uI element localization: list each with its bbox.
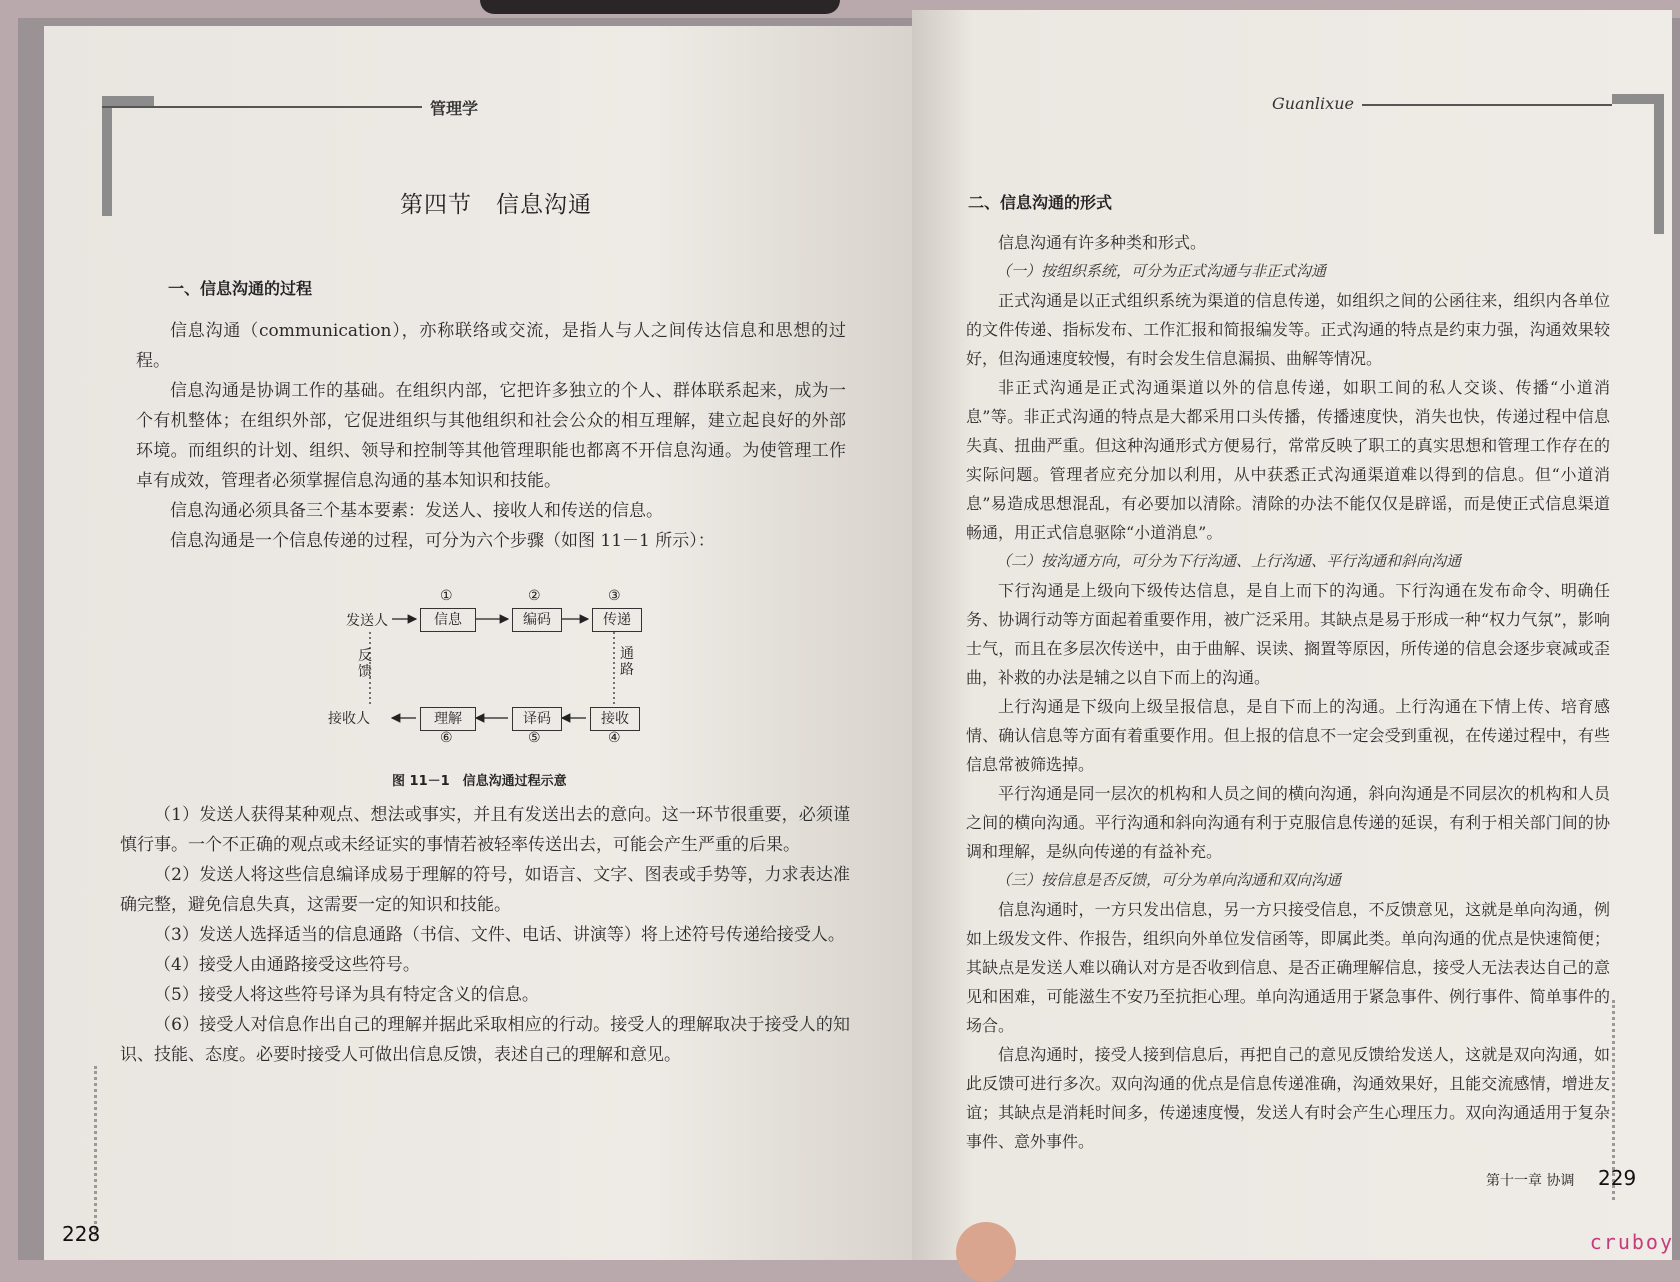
left-header-rule [102,106,422,108]
step-item: （1）发送人获得某种观点、想法或事实，并且有发送出去的意向。这一环节很重要，必须谨慎行事。一个不正确的观点或未经证实的事情若被轻率传送出去，可能会产生严重的后果。 [120,805,850,855]
diagram-feedback-label: 反馈 [358,648,372,680]
paragraph: 平行沟通是同一层次的机构和人员之间的横向沟通，斜向沟通是不同层次的机构和人员之间的横向沟通。平行沟通和斜向沟通有利于克服信息传递的延误，有利于相关部门间的协调和理解，是纵向传递的有益补充。 [966,784,1610,861]
left-margin-dots [94,1066,101,1236]
left-running-head: 管理学 [430,99,479,118]
diagram-num-5: ⑤ [528,730,541,746]
right-page-number: 229 [1598,1166,1637,1190]
top-dark-object [480,0,840,14]
finger [956,1222,1016,1282]
diagram-box-receive: 接收 [590,707,640,731]
diagram-receiver-label: 接收人 [328,711,370,727]
subheading: （二）按沟通方向，可分为下行沟通、上行沟通、平行沟通和斜向沟通 [996,552,1462,570]
section-title: 第四节 信息沟通 [400,192,592,218]
watermark: cruboy [1589,1230,1674,1254]
paragraph: 非正式沟通是正式沟通渠道以外的信息传递，如职工间的私人交谈、传播“小道消息”等。非正式沟通的特点是大都采用口头传播，传播速度快，消失也快，传递过程中信息失真、扭曲严重。但这种沟通形式方便易行，常常反映了职工的真实思想和管理工作存在的实际问题。管理者应充分加以利用，从中获悉正式沟通渠道难以得到的信息。但“小道消息”易造成思想混乱，有必要加以清除。清除的办法不能仅仅是辟谣，而是使正式信息渠道畅通，用正式信息驱除“小道消息”。 [966,378,1610,542]
step-item: （5）接受人将这些符号译为具有特定含义的信息。 [154,985,539,1005]
paragraph: 信息沟通是协调工作的基础。在组织内部，它把许多独立的个人、群体联系起来，成为一个有机整体；在组织外部，它促进组织与其他组织和社会公众的相互理解，建立起良好的外部环境。而组织的计划、组织、领导和控制等其他管理职能也都离不开信息沟通。为使管理工作卓有成效，管理者必须掌握信息沟通的基本知识和技能。 [136,381,846,491]
communication-process-diagram [328,588,656,748]
paragraph: 信息沟通有许多种类和形式。 [998,233,1207,252]
chapter-label: 第十一章 [1486,1173,1542,1189]
left-header-block [102,96,112,216]
diagram-num-4: ④ [608,730,621,746]
diagram-channel-label: 通路 [620,646,634,678]
chapter-footer [1486,1170,1574,1190]
paragraph: 信息沟通是一个信息传递的过程，可分为六个步骤（如图 11－1 所示）： [170,531,715,551]
paragraph: 上行沟通是下级向上级呈报信息，是自下而上的沟通。上行沟通在下情上传、培育感情、确认信息等方面有着重要作用。但上报的信息不一定会受到重视，在传递过程中，有些信息常被筛选掉。 [966,697,1610,774]
diagram-box-transmit: 传递 [592,608,642,632]
right-heading: 二、信息沟通的形式 [968,193,1113,212]
diagram-num-1: ① [440,588,453,604]
subheading: （三）按信息是否反馈，可分为单向沟通和双向沟通 [996,871,1342,889]
diagram-num-6: ⑥ [440,730,453,746]
paragraph: 信息沟通时，一方只发出信息，另一方只接受信息，不反馈意见，这就是单向沟通，例如上级发文件、作报告，组织向外单位发信函等，即属此类。单向沟通的优点是快速简便；其缺点是发送人难以确认对方是否收到信息、是否正确理解信息，接受人无法表达自己的意见和困难，可能滋生不安乃至抗拒心理。单向沟通适用于紧急事件、例行事件、简单事件的场合。 [966,900,1610,1035]
diagram-box-encode: 编码 [512,608,562,632]
diagram-num-2: ② [528,588,541,604]
step-item: （6）接受人对信息作出自己的理解并据此采取相应的行动。接受人的理解取决于接受人的知识、技能、态度。必要时接受人可做出信息反馈，表述自己的理解和意见。 [120,1015,850,1065]
paragraph: 下行沟通是上级向下级传达信息，是自上而下的沟通。下行沟通在发布命令、明确任务、协调行动等方面起着重要作用，被广泛采用。其缺点是易于形成一种“权力气氛”，影响士气，而且在多层次传送中，由于曲解、误读、搁置等原因，所传递的信息会逐步衰减或歪曲，补救的办法是辅之以自下而上的沟通。 [966,581,1610,687]
left-body-steps [120,800,850,1070]
step-item: （4）接受人由通路接受这些符号。 [154,955,420,975]
right-header-rule [1362,104,1612,106]
left-heading: 一、信息沟通的过程 [168,279,313,298]
paragraph: 信息沟通时，接受人接到信息后，再把自己的意见反馈给发送人，这就是双向沟通，如此反馈可进行多次。双向沟通的优点是信息传递准确，沟通效果好，且能交流感情，增进友谊；其缺点是消耗时间多，传递速度慢，发送人有时会产生心理压力。双向沟通适用于复杂事件、意外事件。 [966,1045,1610,1151]
diagram-box-understand: 理解 [420,707,476,731]
step-item: （2）发送人将这些信息编译成易于理解的符号，如语言、文字、图表或手势等，力求表达准确完整，避免信息失真，这需要一定的知识和技能。 [120,865,850,915]
subheading: （一）按组织系统，可分为正式沟通与非正式沟通 [996,262,1327,280]
diagram-box-info: 信息 [420,608,476,632]
paragraph: 信息沟通必须具备三个基本要素：发送人、接收人和传送的信息。 [170,501,663,521]
right-running-head: Guanlixue [1272,94,1354,113]
left-page-number: 228 [62,1222,101,1246]
diagram-num-3: ③ [608,588,621,604]
chapter-topic: 协调 [1546,1173,1575,1189]
figure-caption: 图 11－1 信息沟通过程示意 [392,774,567,789]
right-body [966,228,1610,1156]
right-page [912,10,1672,1260]
right-header-block [1654,94,1664,234]
paragraph: 信息沟通（communication），亦称联络或交流，是指人与人之间传达信息和思想的过程。 [136,321,846,371]
step-item: （3）发送人选择适当的信息通路（书信、文件、电话、讲演等）将上述符号传递给接受人。 [154,925,845,945]
paragraph: 正式沟通是以正式组织系统为渠道的信息传递，如组织之间的公函往来，组织内各单位的文件传递、指标发布、工作汇报和简报编发等。正式沟通的特点是约束力强，沟通效果较好，但沟通速度较慢，有时会发生信息漏损、曲解等情况。 [966,291,1610,368]
left-body-top [136,316,846,556]
diagram-box-decode: 译码 [512,707,562,731]
diagram-sender-label: 发送人 [346,613,388,629]
left-header-block-top [102,96,154,106]
